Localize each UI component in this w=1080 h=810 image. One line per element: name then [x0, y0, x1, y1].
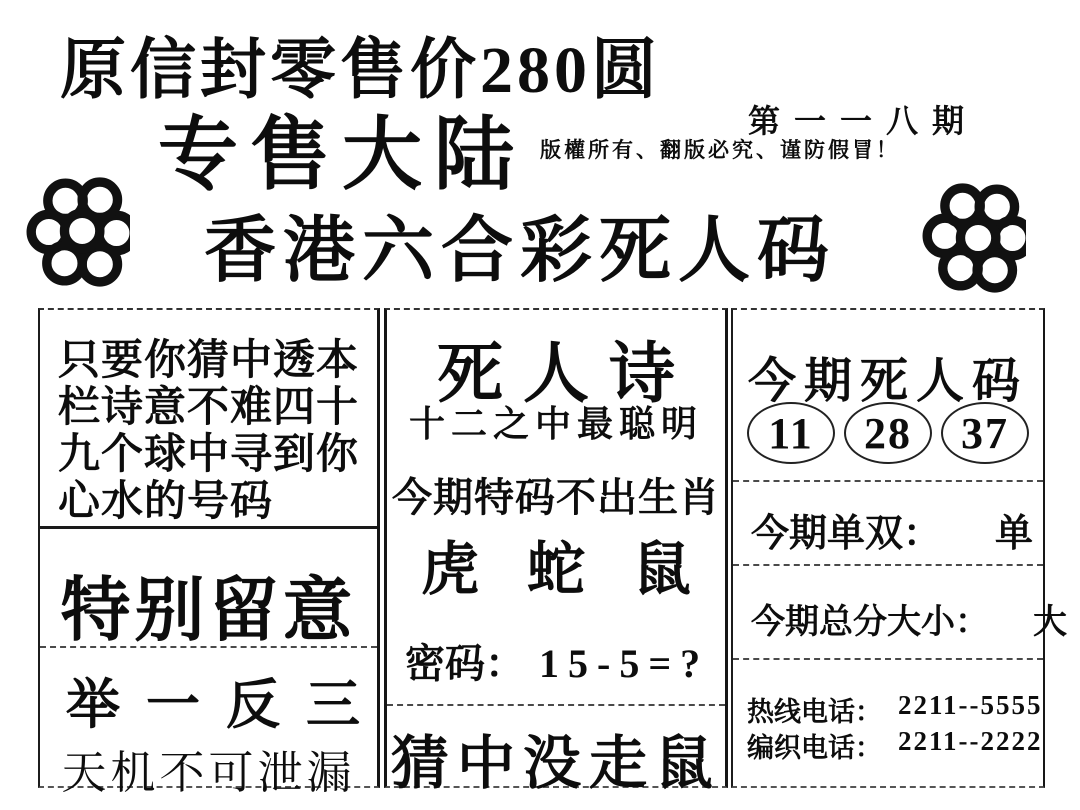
- big-small-label: 今期总分大小：: [751, 604, 989, 641]
- dead-code-title: 今期死人码: [747, 355, 1028, 408]
- big-small-line: [733, 594, 1067, 643]
- zodiac-tiger: 虎: [421, 537, 480, 602]
- secret-line: 天机不可泄漏: [61, 748, 356, 798]
- divider: [387, 704, 725, 706]
- number-balls-row: [733, 402, 1043, 464]
- zodiac-snake: 蛇: [526, 537, 585, 602]
- poem-title: 死人诗: [437, 338, 695, 411]
- zodiac-rat: 鼠: [632, 537, 691, 602]
- number-ball: 11: [747, 402, 835, 464]
- intro-text: [40, 338, 377, 526]
- divider: [733, 658, 1043, 660]
- price-headline: 原信封零售价280圆: [60, 34, 661, 107]
- bottom-line: 猜中没走鼠: [390, 731, 721, 796]
- password-value: 15-5=?: [539, 641, 710, 686]
- org-phone-line: [733, 726, 1043, 765]
- divider: [40, 646, 377, 648]
- issue-number: 第一一八期: [748, 103, 979, 139]
- special-code-note: 今期特码不出生肖: [392, 475, 720, 520]
- intro-line: 栏诗意不难四十: [58, 385, 360, 431]
- divider: [733, 564, 1043, 566]
- balls-cluster-icon: [922, 182, 1026, 294]
- copyright-line: 版權所有、翻版必究、谨防假冒！: [540, 138, 900, 162]
- mainland-sale-headline: 专售大陆: [158, 112, 526, 200]
- hotline-line: [733, 690, 1043, 729]
- poem-line: 十二之中最聪明: [408, 404, 703, 444]
- number-ball: 28: [844, 402, 932, 464]
- right-panel: [731, 308, 1067, 788]
- idiom-line: 举一反三: [66, 675, 386, 735]
- divider: [40, 526, 377, 529]
- password-line: [387, 632, 725, 689]
- balls-cluster-icon: [26, 176, 130, 288]
- page-title: 香港六合彩死人码: [203, 211, 836, 291]
- left-panel: [38, 308, 386, 798]
- odd-even-value: 单: [995, 513, 1034, 555]
- number-ball: 37: [941, 402, 1029, 464]
- special-notice: 特别留意: [60, 573, 357, 650]
- hotline-label: 热线电话：: [747, 697, 882, 727]
- odd-even-line: [733, 502, 1043, 557]
- intro-line: 九个球中寻到你: [58, 432, 360, 478]
- intro-line: 只要你猜中透本: [58, 338, 360, 384]
- middle-panel: [384, 308, 728, 796]
- zodiac-row: [387, 522, 725, 606]
- big-small-value: 大: [1033, 604, 1067, 641]
- org-phone-value: 2211--2222: [898, 726, 1043, 756]
- intro-line: 心水的号码: [58, 479, 274, 525]
- org-phone-label: 编织电话：: [747, 733, 882, 763]
- divider: [733, 480, 1043, 482]
- hotline-value: 2211--5555: [898, 690, 1043, 720]
- odd-even-label: 今期单双：: [751, 513, 942, 555]
- password-label: 密码：: [405, 641, 525, 686]
